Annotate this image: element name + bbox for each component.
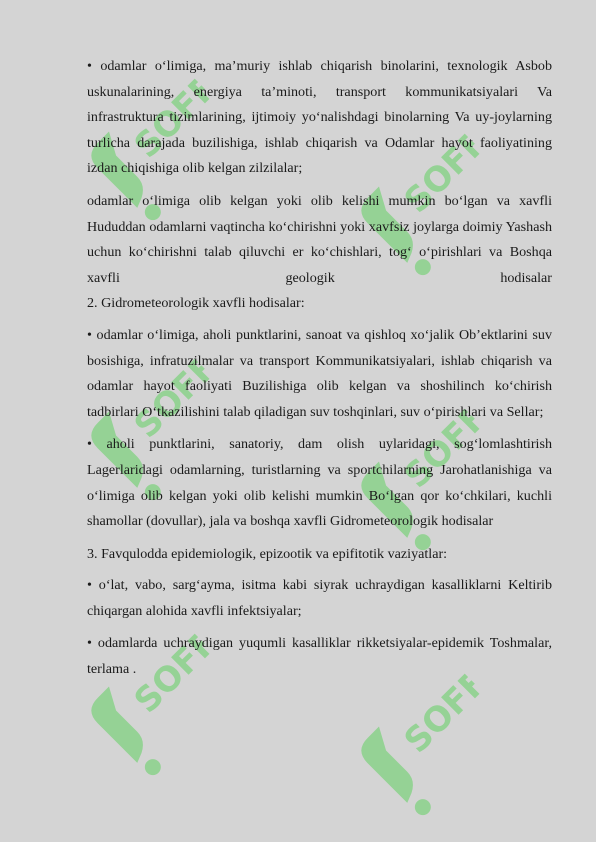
section-heading-epidemiological: 3. Favqulodda epidemiologik, epizootik va epifitotik vaziyatlar: [87, 545, 448, 562]
svg-text:SOFF: SOFF [396, 397, 496, 497]
paragraph-landslides: odamlar o‘limiga olib kelgan yoki olib kelishi mumkin bo‘lgan va xavfli Hududdan odamlarni vaqtincha ko‘chirishni yoki xavfsiz joylarga doimiy Yashash uchun ko‘chirishni talab qiluvchi er ko‘chishlari, tog‘ o‘pirishlari va Boshqa xavfli geologik hodisalar [87, 192, 552, 286]
svg-text:SOFF: SOFF [126, 622, 226, 722]
paragraph-earthquakes: • odamlar o‘limiga, ma’muriy ishlab chiqarish binolarini, texnologik Asbob uskunalarining, energiya ta’minoti, transport kommunikatsiyalari Va infrastruktura tizimlarining, ijtimoiy yo‘nalishdagi binolarning Va uy-joylarning turlicha darajada buzilishiga, ishlab chiqarish va Odamlar hayot faoliyatining izdan chiqishiga olib kelgan zilzilalar; [87, 58, 552, 177]
svg-text:SOFF: SOFF [126, 67, 226, 167]
paragraph-infections: • o‘lat, vabo, sarg‘ayma, isitma kabi siyrak uchraydigan kasalliklarni Keltirib chiqargan alohida xavfli infektsiyalar; [87, 577, 552, 619]
document-body [87, 54, 552, 690]
paragraph-avalanches: • aholi punktlarini, sanatoriy, dam olish uylaridagi, sog‘lomlashtirish Lagerlaridagi odamlarning, turistlarning va sportchilarning Jarohatlanishiga va o‘limiga olib kelgan yoki olib kelishi mumkin Bo‘lgan qor ko‘chkilari, kuchli shamollar (dovullar), jala va boshqa xavfli Gidrometeorologik hodisalar [87, 436, 552, 530]
paragraph-diseases: • odamlarda uchraydigan yuqumli kasalliklar rikketsiyalar-epidemik Toshmalar, terlama . [87, 635, 552, 678]
section-heading-hydrometeorological: 2. Gidrometeorologik xavfli hodisalar: [87, 295, 305, 312]
svg-text:SOFF: SOFF [396, 662, 496, 762]
paragraph-floods: • odamlar o‘limiga, aholi punktlarini, sanoat va qishloq xo‘jalik Ob’ektlarini suv bosishiga, infratuzilmalar va transport Kommunikatsiyalari, ishlab chiqarish va odamlar hayot faoliyati Buzilishiga olib kelgan va shoshilinch ko‘chirish tadbirlari O‘tkazilishini talab qiladigan suv toshqinlari, suv o‘pirishlari va Sellar; [87, 326, 552, 420]
svg-text:SOFF: SOFF [126, 347, 226, 447]
svg-text:SOFF: SOFF [396, 122, 496, 222]
